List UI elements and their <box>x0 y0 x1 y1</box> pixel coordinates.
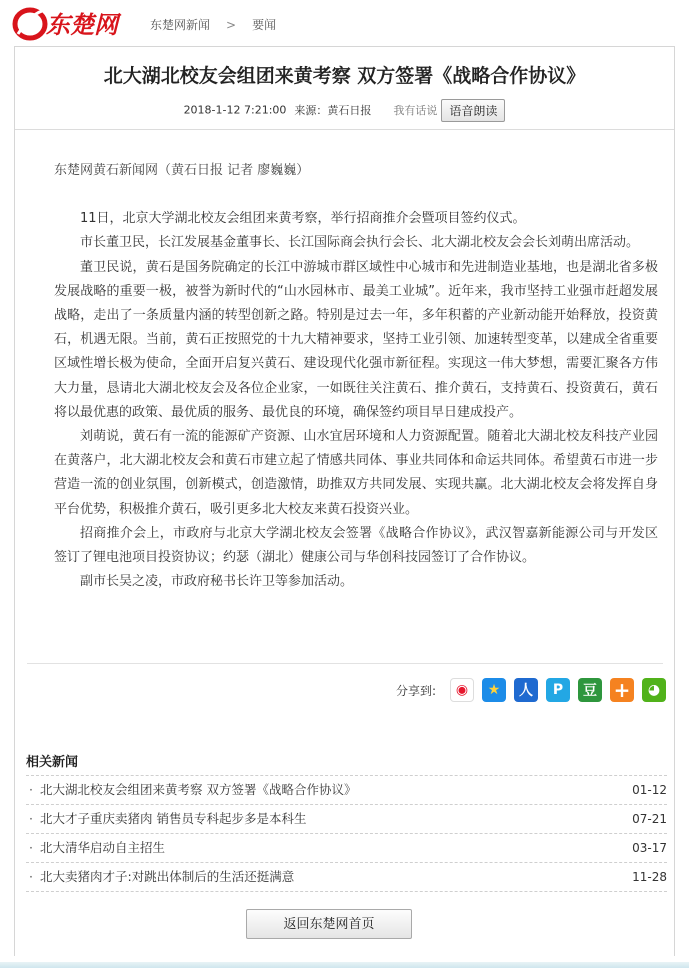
top-bar <box>0 0 689 46</box>
wechat-icon[interactable]: ◕ <box>642 678 666 702</box>
bullet: · <box>29 869 33 884</box>
article-body <box>54 159 658 594</box>
list-item[interactable] <box>26 775 667 804</box>
bottom-strip <box>0 962 689 968</box>
svg-text:东楚网: 东楚网 <box>46 10 118 39</box>
list-item[interactable] <box>26 804 667 833</box>
title-divider <box>15 129 674 130</box>
article-paragraph: 副市长吴之凌，市政府秘书长许卫等参加活动。 <box>80 574 354 590</box>
article-paragraph: 市长董卫民，长江发展基金董事长、长江国际商会执行会长、北大湖北校友会会长刘萌出席活动。 <box>80 235 640 251</box>
weibo-icon[interactable]: ◉ <box>450 678 474 702</box>
breadcrumb-item-headlines[interactable]: 要闻 <box>252 18 277 32</box>
share-label: 分享到: <box>395 683 436 698</box>
bullet: · <box>29 782 33 797</box>
list-item[interactable] <box>26 833 667 862</box>
article-paragraph: 招商推介会上，市政府与北京大学湖北校友会签署《战略合作协议》，武汉智嘉新能源公司与开发区签订了锂电池项目投资协议；约瑟（湖北）健康公司与华创科技园签订了合作协议。 <box>54 525 658 566</box>
more-share-icon[interactable]: + <box>610 678 634 702</box>
bullet: · <box>29 811 33 826</box>
related-news-link[interactable]: 北大才子重庆卖猪肉 销售员专科起步多是本科生 <box>40 811 307 826</box>
article-paragraph: 董卫民说，黄石是国务院确定的长江中游城市群区域性中心城市和先进制造业基地，也是湖北省多极发展战略的重要一极，被誉为新时代的“山水园林市、最美工业城”。近年来，我市坚持工业强市赶超发展战略，走出了一条质量内涵的转型创新之路。特别是过去一年，多年积蓄的产业新动能开始释放，投资黄石，机遇无限。当前，黄石正按照党的十九大精神要求，坚持工业引领、加速转型变革，以建成全省重要区域性增长极为使命，全面开启复兴黄石、建设现代化强市新征程。实现这一伟大梦想，需要汇聚各方伟大力量，恳请北大湖北校友会及各位企业家，一如既往关注黄石、推介黄石，支持黄石、投资黄石，黄石将以最优惠的政策、最优质的服务、最优良的环境，确保签约项目早日建成投产。 <box>54 259 658 420</box>
breadcrumb-separator: > <box>226 18 237 32</box>
article-paragraph: 11日，北京大学湖北校友会组团来黄考察，举行招商推介会暨项目签约仪式。 <box>80 211 526 227</box>
breadcrumb-item-news[interactable]: 东楚网新闻 <box>150 18 211 32</box>
related-news-date: 01-12 <box>632 783 667 797</box>
related-news-link[interactable]: 北大卖猪肉才子:对跳出体制后的生活还挺满意 <box>40 869 295 884</box>
bullet: · <box>29 840 33 855</box>
site-logo[interactable] <box>12 4 128 42</box>
voice-read-button[interactable]: 语音朗读 <box>441 99 505 122</box>
body-divider <box>27 663 663 664</box>
related-news-date: 11-28 <box>632 870 667 884</box>
article-datetime: 2018-1-12 7:21:00 <box>183 103 287 117</box>
back-home-button[interactable]: 返回东楚网首页 <box>246 909 412 939</box>
list-item[interactable] <box>26 862 667 892</box>
douban-icon[interactable]: 豆 <box>578 678 602 702</box>
breadcrumb <box>150 16 276 33</box>
comment-link[interactable]: 我有话说 <box>393 103 438 117</box>
article-title: 北大湖北校友会组团来黄考察 双方签署《战略合作协议》 <box>103 65 586 87</box>
related-news-link[interactable]: 北大湖北校友会组团来黄考察 双方签署《战略合作协议》 <box>40 782 357 797</box>
related-news-date: 03-17 <box>632 841 667 855</box>
renren-icon[interactable]: 人 <box>514 678 538 702</box>
article-lead: 东楚网黄石新闻网（黄石日报 记者 廖巍巍） <box>54 163 310 178</box>
related-news-list <box>26 775 667 892</box>
related-news-date: 07-21 <box>632 812 667 826</box>
related-news-link[interactable]: 北大清华启动自主招生 <box>40 840 166 855</box>
share-bar <box>396 677 666 703</box>
qzone-icon[interactable]: ★ <box>482 678 506 702</box>
article-paragraph: 刘萌说，黄石有一流的能源矿产资源、山水宜居环境和人力资源配置。随着北大湖北校友科技产业园在黄落户，北大湖北校友会和黄石市建立起了情感共同体、事业共同体和命运共同体。希望黄石市进一步营造一流的创业氛围，创新模式，创造激情，助推双方共同发展、实现共赢。北大湖北校友会将发挥自身平台优势，积极推介黄石，吸引更多北大校友来黄石投资兴业。 <box>54 429 658 517</box>
article-source: 来源：黄石日报 <box>294 103 372 117</box>
article-panel <box>14 46 675 956</box>
article-meta <box>15 99 674 122</box>
kaixin-icon[interactable]: P <box>546 678 570 702</box>
related-news-heading: 相关新闻 <box>26 755 79 770</box>
